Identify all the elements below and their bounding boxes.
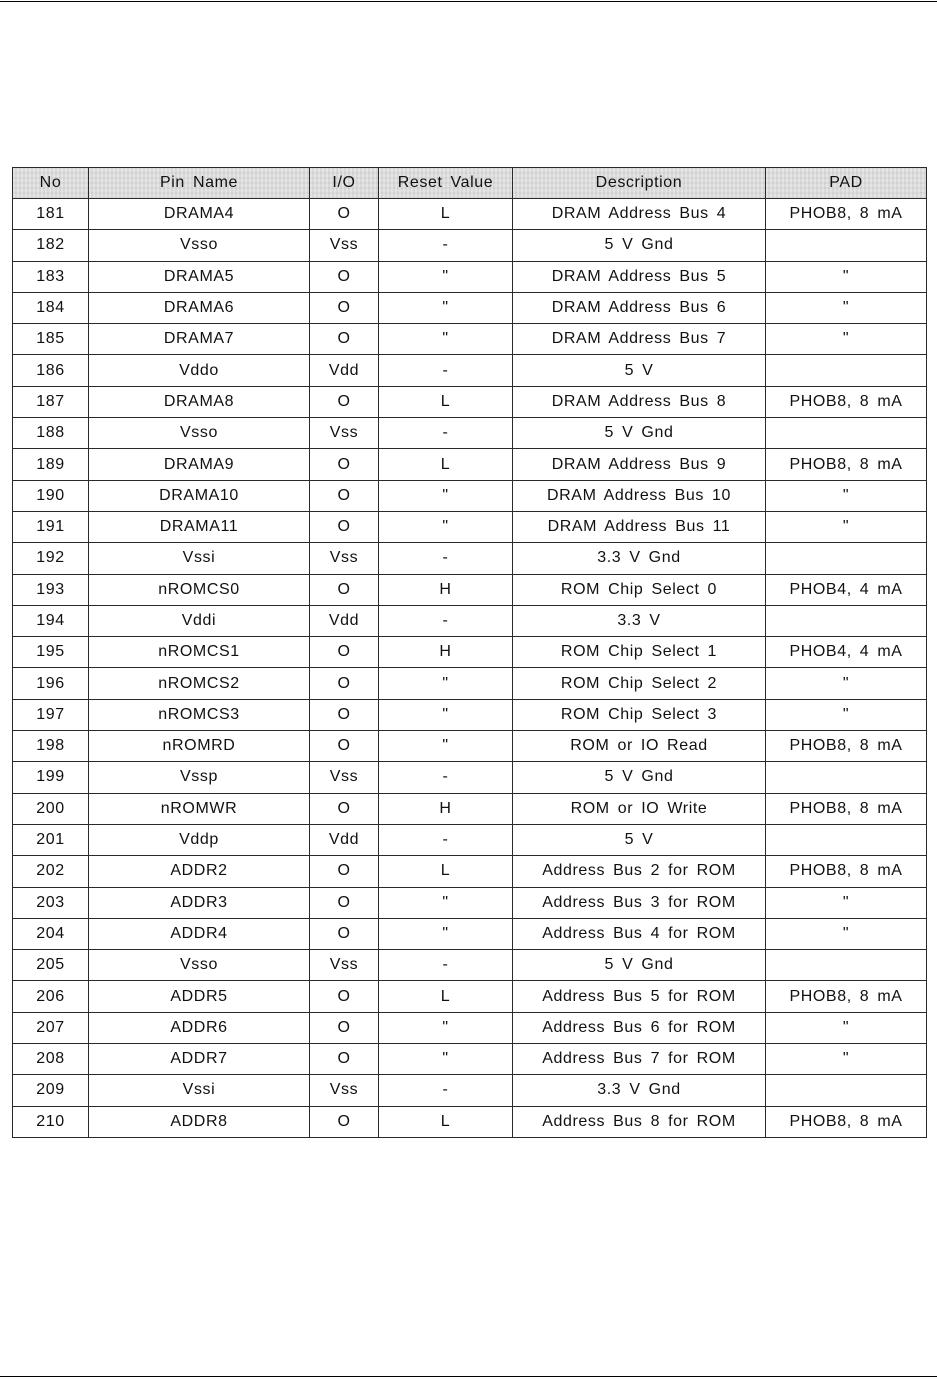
header-rule (0, 1, 937, 2)
table-row (13, 574, 927, 605)
cell-pin-name: ADDR3 (89, 887, 310, 918)
cell-description: DRAM Address Bus 8 (513, 386, 766, 417)
cell-no: 201 (13, 824, 89, 855)
cell-description: Address Bus 2 for ROM (513, 856, 766, 887)
cell-description: DRAM Address Bus 6 (513, 292, 766, 323)
cell-reset-value: - (379, 355, 513, 386)
cell-io: O (310, 292, 379, 323)
cell-io: Vss (310, 543, 379, 574)
cell-reset-value: L (379, 1106, 513, 1137)
cell-io: O (310, 574, 379, 605)
cell-pin-name: DRAMA6 (89, 292, 310, 323)
cell-pin-name: Vsso (89, 950, 310, 981)
cell-no: 182 (13, 230, 89, 261)
cell-io: Vss (310, 1075, 379, 1106)
cell-pad: " (766, 480, 927, 511)
cell-no: 208 (13, 1044, 89, 1075)
cell-io: O (310, 324, 379, 355)
cell-io: Vdd (310, 605, 379, 636)
cell-reset-value: " (379, 480, 513, 511)
cell-pin-name: Vsso (89, 230, 310, 261)
cell-pad: " (766, 668, 927, 699)
cell-io: O (310, 668, 379, 699)
cell-io: O (310, 1012, 379, 1043)
cell-description: DRAM Address Bus 5 (513, 261, 766, 292)
cell-pin-name: DRAMA8 (89, 386, 310, 417)
cell-reset-value: - (379, 418, 513, 449)
cell-pad: " (766, 699, 927, 730)
cell-io: O (310, 793, 379, 824)
cell-description: DRAM Address Bus 9 (513, 449, 766, 480)
column-header-no: No (13, 168, 89, 199)
cell-pad: " (766, 324, 927, 355)
cell-pin-name: Vddp (89, 824, 310, 855)
cell-reset-value: " (379, 261, 513, 292)
cell-pad: " (766, 887, 927, 918)
cell-reset-value: L (379, 386, 513, 417)
table-row (13, 230, 927, 261)
cell-pin-name: DRAMA4 (89, 199, 310, 230)
cell-io: O (310, 981, 379, 1012)
cell-pad (766, 762, 927, 793)
cell-pad: PHOB8, 8 mA (766, 981, 927, 1012)
cell-reset-value: - (379, 762, 513, 793)
cell-pin-name: Vsso (89, 418, 310, 449)
cell-no: 193 (13, 574, 89, 605)
cell-pin-name: nROMRD (89, 731, 310, 762)
table-row (13, 324, 927, 355)
table-body (13, 199, 927, 1138)
cell-description: Address Bus 5 for ROM (513, 981, 766, 1012)
cell-reset-value: - (379, 824, 513, 855)
table-row (13, 605, 927, 636)
cell-io: O (310, 261, 379, 292)
table-row (13, 1012, 927, 1043)
cell-no: 200 (13, 793, 89, 824)
cell-reset-value: " (379, 324, 513, 355)
cell-io: O (310, 918, 379, 949)
cell-description: ROM Chip Select 1 (513, 637, 766, 668)
cell-reset-value: " (379, 918, 513, 949)
cell-reset-value: " (379, 668, 513, 699)
cell-pin-name: Vddo (89, 355, 310, 386)
cell-pin-name: nROMCS3 (89, 699, 310, 730)
table-row (13, 292, 927, 323)
cell-pad: " (766, 511, 927, 542)
cell-description: ROM Chip Select 3 (513, 699, 766, 730)
cell-pad: PHOB8, 8 mA (766, 386, 927, 417)
cell-pin-name: ADDR2 (89, 856, 310, 887)
table-row (13, 261, 927, 292)
table-row (13, 731, 927, 762)
cell-io: O (310, 511, 379, 542)
cell-pad (766, 605, 927, 636)
cell-pad: " (766, 1044, 927, 1075)
cell-description: 5 V (513, 355, 766, 386)
cell-description: DRAM Address Bus 10 (513, 480, 766, 511)
cell-pin-name: ADDR6 (89, 1012, 310, 1043)
cell-reset-value: " (379, 1044, 513, 1075)
cell-pad: PHOB8, 8 mA (766, 793, 927, 824)
cell-pin-name: DRAMA11 (89, 511, 310, 542)
cell-no: 197 (13, 699, 89, 730)
cell-pad: " (766, 292, 927, 323)
column-header-reset-value: Reset Value (379, 168, 513, 199)
cell-io: Vdd (310, 824, 379, 855)
cell-description: ROM Chip Select 2 (513, 668, 766, 699)
table-row (13, 793, 927, 824)
cell-description: ROM or IO Read (513, 731, 766, 762)
cell-no: 190 (13, 480, 89, 511)
cell-pad: " (766, 261, 927, 292)
cell-description: 3.3 V Gnd (513, 543, 766, 574)
cell-no: 196 (13, 668, 89, 699)
cell-reset-value: - (379, 230, 513, 261)
table-row (13, 199, 927, 230)
cell-pad: " (766, 1012, 927, 1043)
cell-description: 5 V (513, 824, 766, 855)
cell-description: ROM or IO Write (513, 793, 766, 824)
cell-no: 194 (13, 605, 89, 636)
cell-no: 199 (13, 762, 89, 793)
cell-pad (766, 543, 927, 574)
cell-description: 5 V Gnd (513, 230, 766, 261)
cell-no: 183 (13, 261, 89, 292)
cell-no: 204 (13, 918, 89, 949)
cell-no: 205 (13, 950, 89, 981)
cell-description: Address Bus 8 for ROM (513, 1106, 766, 1137)
table-row (13, 543, 927, 574)
cell-description: 5 V Gnd (513, 762, 766, 793)
cell-pin-name: Vddi (89, 605, 310, 636)
cell-no: 210 (13, 1106, 89, 1137)
table-row (13, 762, 927, 793)
table-row (13, 511, 927, 542)
cell-pin-name: nROMWR (89, 793, 310, 824)
cell-pad: PHOB4, 4 mA (766, 637, 927, 668)
cell-io: Vdd (310, 355, 379, 386)
cell-description: DRAM Address Bus 11 (513, 511, 766, 542)
cell-description: Address Bus 3 for ROM (513, 887, 766, 918)
cell-pad: PHOB8, 8 mA (766, 449, 927, 480)
cell-no: 186 (13, 355, 89, 386)
cell-pin-name: DRAMA10 (89, 480, 310, 511)
cell-pad (766, 418, 927, 449)
cell-pad: PHOB8, 8 mA (766, 1106, 927, 1137)
cell-pad: PHOB8, 8 mA (766, 731, 927, 762)
cell-pad: PHOB8, 8 mA (766, 856, 927, 887)
table-row (13, 1044, 927, 1075)
cell-reset-value: " (379, 887, 513, 918)
table-row (13, 981, 927, 1012)
cell-io: O (310, 1044, 379, 1075)
cell-pin-name: ADDR4 (89, 918, 310, 949)
column-header-io: I/O (310, 168, 379, 199)
cell-reset-value: - (379, 605, 513, 636)
table-row (13, 418, 927, 449)
cell-no: 181 (13, 199, 89, 230)
table-row (13, 480, 927, 511)
cell-pin-name: DRAMA7 (89, 324, 310, 355)
pin-description-table (12, 167, 927, 1138)
table-row (13, 950, 927, 981)
cell-reset-value: L (379, 856, 513, 887)
cell-pad: " (766, 918, 927, 949)
table-row (13, 355, 927, 386)
cell-description: ROM Chip Select 0 (513, 574, 766, 605)
table-row (13, 856, 927, 887)
cell-no: 198 (13, 731, 89, 762)
cell-pin-name: Vssp (89, 762, 310, 793)
cell-pad (766, 824, 927, 855)
cell-reset-value: L (379, 199, 513, 230)
cell-no: 188 (13, 418, 89, 449)
cell-pin-name: DRAMA9 (89, 449, 310, 480)
cell-description: Address Bus 6 for ROM (513, 1012, 766, 1043)
cell-pin-name: ADDR8 (89, 1106, 310, 1137)
cell-reset-value: " (379, 731, 513, 762)
cell-pin-name: DRAMA5 (89, 261, 310, 292)
table-row (13, 918, 927, 949)
cell-no: 184 (13, 292, 89, 323)
cell-reset-value: H (379, 574, 513, 605)
cell-no: 209 (13, 1075, 89, 1106)
cell-reset-value: H (379, 637, 513, 668)
cell-description: 3.3 V (513, 605, 766, 636)
cell-description: Address Bus 4 for ROM (513, 918, 766, 949)
table-row (13, 1075, 927, 1106)
cell-io: O (310, 386, 379, 417)
cell-pad (766, 230, 927, 261)
column-header-pad: PAD (766, 168, 927, 199)
column-header-pin-name: Pin Name (89, 168, 310, 199)
cell-io: O (310, 699, 379, 730)
cell-io: O (310, 887, 379, 918)
cell-io: Vss (310, 950, 379, 981)
cell-reset-value: " (379, 292, 513, 323)
cell-pin-name: Vssi (89, 1075, 310, 1106)
cell-no: 187 (13, 386, 89, 417)
table-row (13, 637, 927, 668)
cell-pin-name: Vssi (89, 543, 310, 574)
table-header-row (13, 168, 927, 199)
cell-description: 3.3 V Gnd (513, 1075, 766, 1106)
table-row (13, 386, 927, 417)
table-row (13, 668, 927, 699)
cell-io: Vss (310, 230, 379, 261)
cell-description: 5 V Gnd (513, 418, 766, 449)
cell-no: 203 (13, 887, 89, 918)
cell-description: 5 V Gnd (513, 950, 766, 981)
table-row (13, 699, 927, 730)
cell-no: 195 (13, 637, 89, 668)
cell-io: Vss (310, 762, 379, 793)
cell-io: Vss (310, 418, 379, 449)
cell-io: O (310, 856, 379, 887)
cell-io: O (310, 480, 379, 511)
cell-io: O (310, 199, 379, 230)
table-row (13, 449, 927, 480)
cell-pin-name: nROMCS0 (89, 574, 310, 605)
cell-pin-name: nROMCS1 (89, 637, 310, 668)
cell-io: O (310, 637, 379, 668)
cell-pad: PHOB8, 8 mA (766, 199, 927, 230)
cell-pin-name: nROMCS2 (89, 668, 310, 699)
cell-no: 207 (13, 1012, 89, 1043)
cell-pin-name: ADDR5 (89, 981, 310, 1012)
cell-pin-name: ADDR7 (89, 1044, 310, 1075)
cell-no: 189 (13, 449, 89, 480)
cell-reset-value: " (379, 699, 513, 730)
column-header-description: Description (513, 168, 766, 199)
table-row (13, 887, 927, 918)
footer-rule (0, 1376, 937, 1377)
cell-no: 185 (13, 324, 89, 355)
table-row (13, 824, 927, 855)
cell-no: 191 (13, 511, 89, 542)
cell-pad (766, 1075, 927, 1106)
cell-io: O (310, 449, 379, 480)
cell-no: 192 (13, 543, 89, 574)
cell-reset-value: " (379, 511, 513, 542)
cell-no: 206 (13, 981, 89, 1012)
cell-description: DRAM Address Bus 7 (513, 324, 766, 355)
cell-pad (766, 355, 927, 386)
cell-pad (766, 950, 927, 981)
cell-description: DRAM Address Bus 4 (513, 199, 766, 230)
cell-reset-value: L (379, 981, 513, 1012)
cell-reset-value: " (379, 1012, 513, 1043)
cell-pad: PHOB4, 4 mA (766, 574, 927, 605)
cell-reset-value: - (379, 950, 513, 981)
cell-reset-value: - (379, 1075, 513, 1106)
cell-no: 202 (13, 856, 89, 887)
cell-io: O (310, 731, 379, 762)
table-row (13, 1106, 927, 1137)
cell-io: O (310, 1106, 379, 1137)
cell-reset-value: L (379, 449, 513, 480)
cell-reset-value: H (379, 793, 513, 824)
cell-reset-value: - (379, 543, 513, 574)
cell-description: Address Bus 7 for ROM (513, 1044, 766, 1075)
